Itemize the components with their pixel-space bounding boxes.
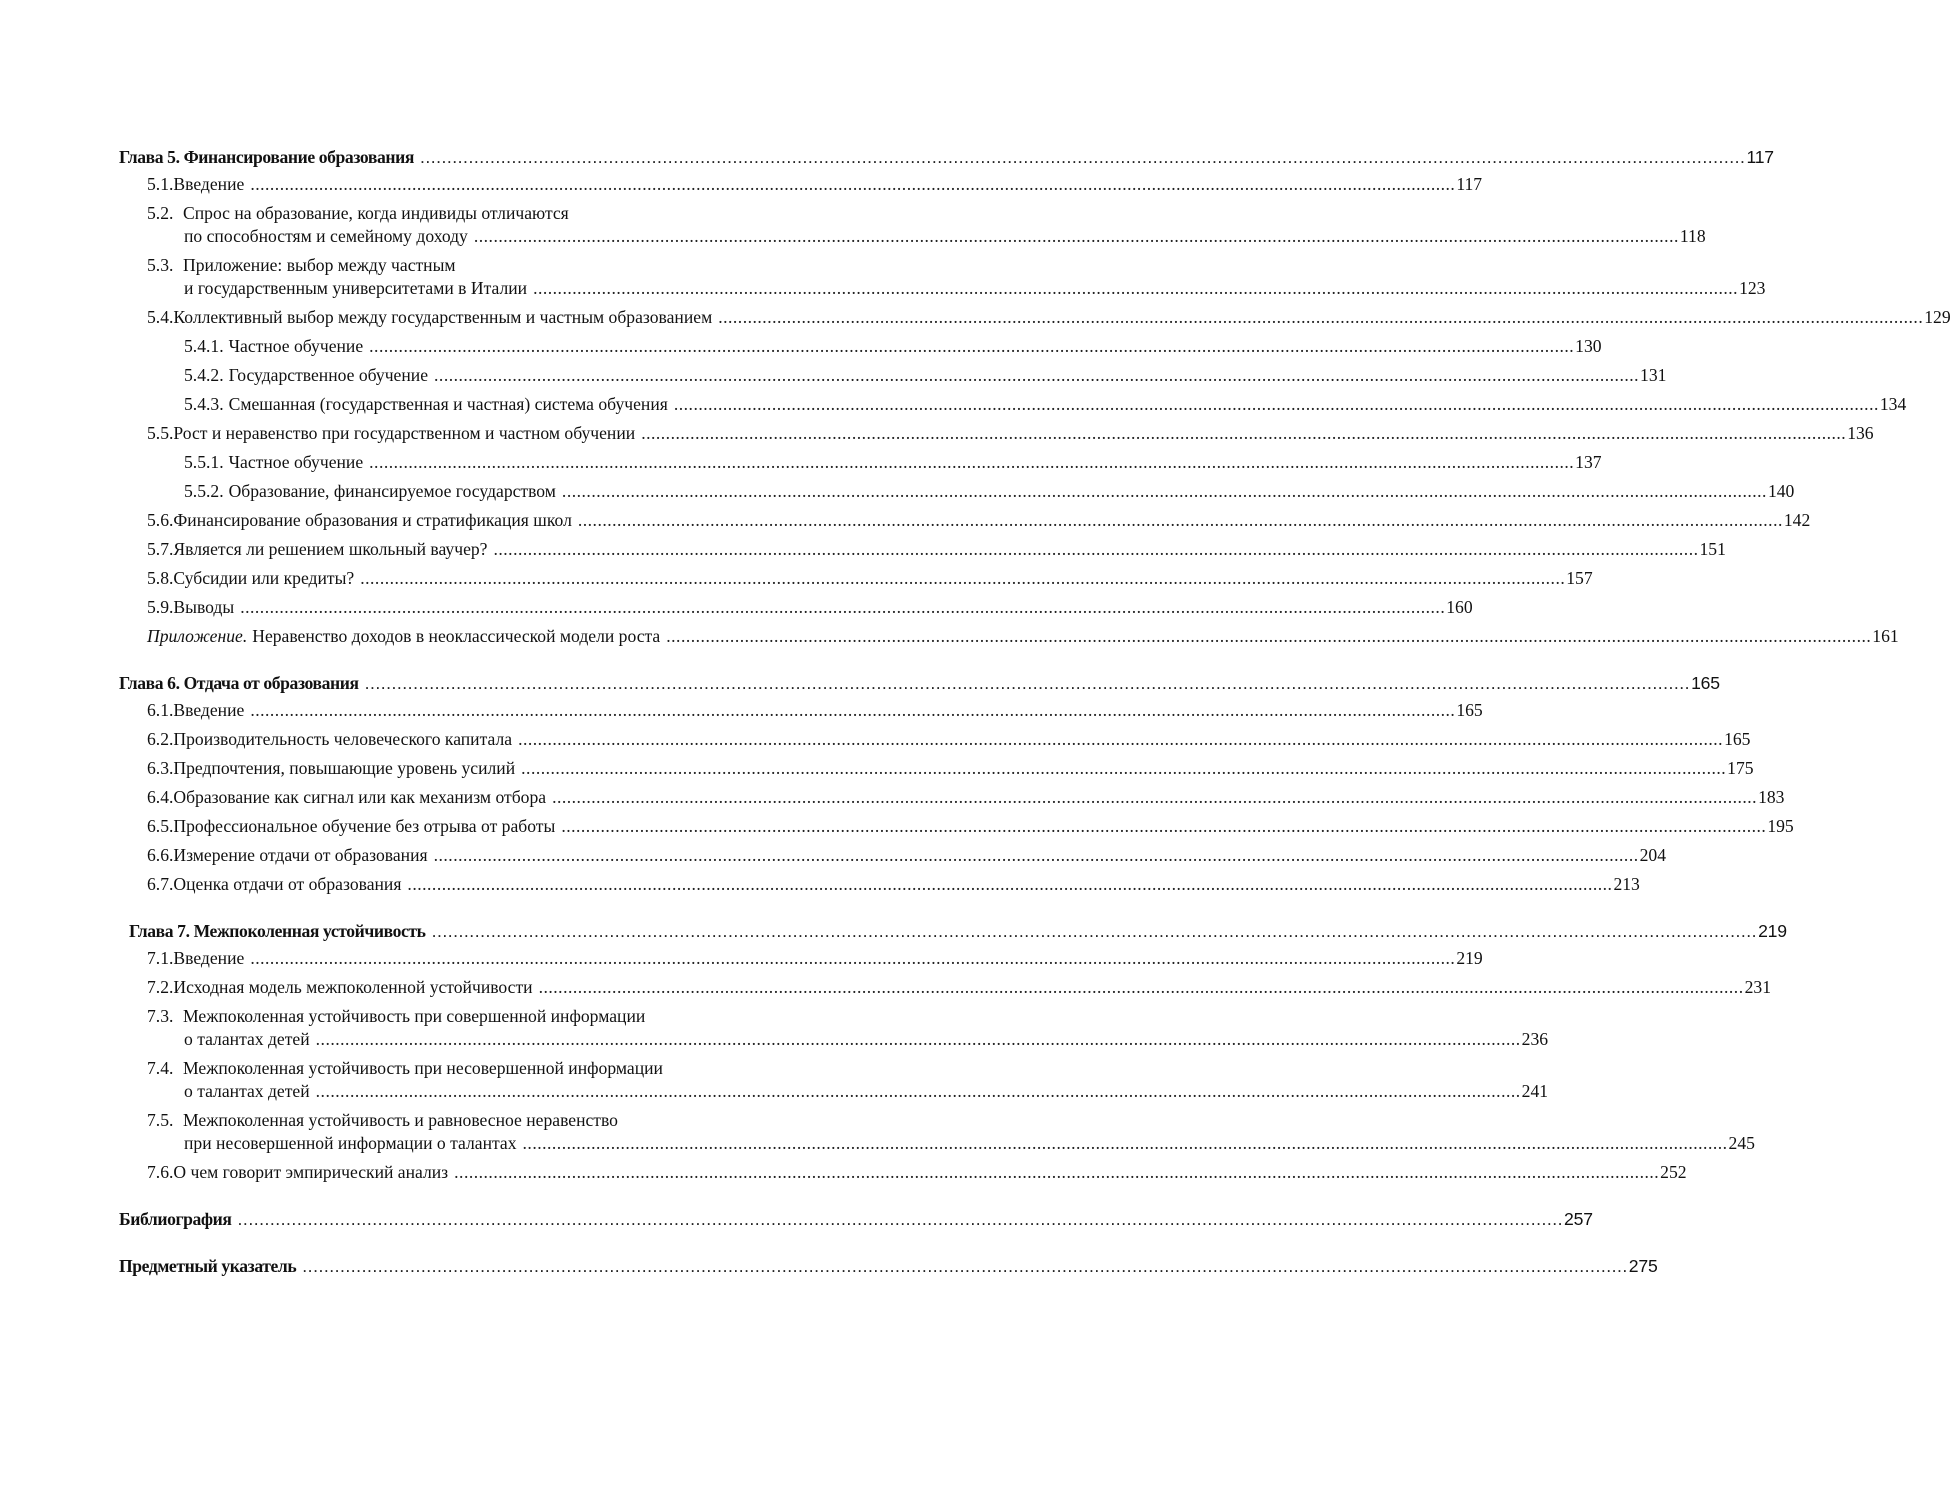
chapter-spacer <box>119 1184 857 1208</box>
page-number: 219 <box>1758 921 1787 941</box>
leader-dots <box>521 757 1726 780</box>
page-number: 123 <box>1739 278 1766 298</box>
chapter-spacer <box>119 648 857 672</box>
entry-title: Коллективный выбор между государственным и частным образованием <box>173 307 713 327</box>
toc-entry <box>119 422 1874 445</box>
page-number: 252 <box>1660 1162 1687 1182</box>
entry-number: 7.4. <box>147 1058 174 1078</box>
page-number: 231 <box>1744 977 1771 997</box>
leader-dots <box>434 364 1639 387</box>
entry-number: 5.3. <box>147 255 174 275</box>
toc-entry <box>119 1161 1687 1184</box>
leader-dots <box>518 728 1723 751</box>
entry-title: Субсидии или кредиты? <box>173 568 355 588</box>
leader-dots <box>238 1208 1563 1231</box>
page-number: 204 <box>1639 845 1666 865</box>
page-number: 136 <box>1847 423 1874 443</box>
entry-number: 6.1. <box>147 700 174 720</box>
table-of-contents <box>119 146 1951 1302</box>
entry-number: 5.5.1. <box>184 452 224 472</box>
toc-entry <box>119 873 1640 896</box>
section-spacer <box>119 1231 857 1255</box>
toc-entry <box>119 947 1483 970</box>
page-number: 275 <box>1628 1256 1658 1276</box>
page-number: 257 <box>1564 1209 1593 1229</box>
entry-title: Частное обучение <box>228 336 364 356</box>
toc-entry <box>119 567 1593 590</box>
entry-title: Введение <box>173 700 245 720</box>
leader-dots <box>493 538 1698 561</box>
entry-number: 6.6. <box>147 845 174 865</box>
page-number: 134 <box>1879 394 1907 414</box>
entry-title: Производительность человеческого капитала <box>173 729 513 749</box>
page-number: 241 <box>1521 1081 1549 1101</box>
toc-entry-first-line <box>119 1057 857 1080</box>
leader-dots <box>407 873 1612 896</box>
entry-number: 5.5.2. <box>184 481 224 501</box>
entry-title-line: Приложение: выбор между частным <box>183 255 456 275</box>
page-number: 117 <box>1746 147 1774 167</box>
leader-dots <box>365 672 1690 695</box>
page-number: 165 <box>1691 673 1720 693</box>
leader-dots <box>523 1132 1728 1155</box>
chapter-heading <box>119 146 1774 169</box>
entry-number: Приложение. <box>147 626 248 646</box>
leader-dots <box>539 976 1744 999</box>
page-number: 219 <box>1456 948 1483 968</box>
toc-entry <box>119 976 1771 999</box>
leader-dots <box>674 393 1879 416</box>
entry-title: Финансирование образования и стратификация школ <box>173 510 572 530</box>
section-spacer <box>119 1278 857 1302</box>
entry-title-line: о талантах детей <box>184 1081 310 1101</box>
chapter-title: Глава 5. Финансирование образования <box>119 147 414 167</box>
page-number: 175 <box>1727 758 1754 778</box>
page-number: 137 <box>1575 452 1602 472</box>
page-number: 161 <box>1872 626 1899 646</box>
entry-title: Исходная модель межпоколенной устойчивости <box>173 977 533 997</box>
entry-title-line: Межпоколенная устойчивость и равновесное неравенство <box>183 1110 618 1130</box>
toc-entry <box>119 699 1483 722</box>
end-section-title: Библиография <box>119 1209 232 1229</box>
entry-title: Введение <box>173 948 245 968</box>
toc-entry <box>119 277 1766 300</box>
page-number: 151 <box>1699 539 1726 559</box>
chapter-spacer <box>119 896 857 920</box>
leader-dots <box>316 1080 1521 1103</box>
chapter-heading <box>119 920 1787 943</box>
toc-entry-first-line <box>119 1005 857 1028</box>
toc-entry <box>119 173 1483 196</box>
toc-subentry <box>119 393 1907 416</box>
chapter-heading <box>119 672 1720 695</box>
leader-dots <box>641 422 1846 445</box>
entry-number: 5.7. <box>147 539 174 559</box>
entry-number: 5.4. <box>147 307 174 327</box>
entry-number: 5.4.3. <box>184 394 224 414</box>
toc-entry <box>119 844 1666 867</box>
entry-title: Образование, финансируемое государством <box>228 481 556 501</box>
leader-dots <box>360 567 1565 590</box>
toc-entry <box>119 757 1754 780</box>
page-number: 131 <box>1640 365 1667 385</box>
leader-dots <box>420 146 1745 169</box>
end-section <box>119 1255 1658 1278</box>
entry-number: 7.1. <box>147 948 174 968</box>
page-number: 165 <box>1724 729 1751 749</box>
leader-dots <box>250 173 1455 196</box>
toc-entry <box>119 728 1751 751</box>
entry-number: 5.1. <box>147 174 174 194</box>
entry-number: 6.4. <box>147 787 174 807</box>
toc-entry-first-line <box>119 202 857 225</box>
leader-dots <box>562 480 1767 503</box>
toc-entry <box>119 625 1899 648</box>
entry-title: Введение <box>173 174 245 194</box>
entry-title: Государственное обучение <box>228 365 429 385</box>
leader-dots <box>250 947 1455 970</box>
entry-number: 7.2. <box>147 977 174 997</box>
entry-title: Образование как сигнал или как механизм отбора <box>173 787 547 807</box>
entry-title-line: Спрос на образование, когда индивиды отличаются <box>183 203 569 223</box>
entry-number: 7.3. <box>147 1006 174 1026</box>
leader-dots <box>369 335 1574 358</box>
toc-entry <box>119 538 1726 561</box>
chapter-title: Глава 7. Межпоколенная устойчивость <box>129 921 426 941</box>
entry-title: Предпочтения, повышающие уровень усилий <box>173 758 516 778</box>
page-number: 236 <box>1521 1029 1549 1049</box>
entry-title: Рост и неравенство при государственном и частном обучении <box>173 423 636 443</box>
entry-number: 6.2. <box>147 729 174 749</box>
leader-dots <box>302 1255 1627 1278</box>
end-section <box>119 1208 1593 1231</box>
end-section-title: Предметный указатель <box>119 1256 297 1276</box>
toc-entry <box>119 1028 1549 1051</box>
toc-subentry <box>119 364 1667 387</box>
toc-entry <box>119 1132 1755 1155</box>
entry-number: 5.2. <box>147 203 174 223</box>
leader-dots <box>316 1028 1521 1051</box>
entry-number: 5.4.2. <box>184 365 224 385</box>
page-number: 117 <box>1456 174 1483 194</box>
leader-dots <box>250 699 1455 722</box>
entry-title-line: о талантах детей <box>184 1029 310 1049</box>
toc-subentry <box>119 335 1602 358</box>
entry-number: 5.9. <box>147 597 174 617</box>
entry-number: 6.3. <box>147 758 174 778</box>
entry-title-line: Межпоколенная устойчивость при совершенной информации <box>183 1006 646 1026</box>
leader-dots <box>578 509 1783 532</box>
leader-dots <box>454 1161 1659 1184</box>
toc-entry <box>119 786 1785 809</box>
entry-title: Измерение отдачи от образования <box>173 845 428 865</box>
page-number: 195 <box>1767 816 1794 836</box>
page-number: 118 <box>1679 226 1706 246</box>
entry-title: Неравенство доходов в неоклассической модели роста <box>252 626 661 646</box>
chapter-title: Глава 6. Отдача от образования <box>119 673 359 693</box>
entry-title-line: по способностям и семейному доходу <box>184 226 468 246</box>
toc-entry <box>119 596 1473 619</box>
leader-dots <box>718 306 1923 329</box>
toc-subentry <box>119 480 1795 503</box>
entry-number: 7.6. <box>147 1162 174 1182</box>
page-number: 160 <box>1446 597 1473 617</box>
page-number: 142 <box>1783 510 1811 530</box>
toc-entry <box>119 815 1794 838</box>
page-number: 165 <box>1456 700 1483 720</box>
toc-entry <box>119 306 1951 329</box>
entry-title: Оценка отдачи от образования <box>173 874 402 894</box>
leader-dots <box>552 786 1757 809</box>
entry-title-line: и государственным университетами в Италии <box>184 278 528 298</box>
page-number: 213 <box>1613 874 1640 894</box>
entry-title: Выводы <box>173 597 235 617</box>
entry-number: 5.6. <box>147 510 174 530</box>
leader-dots <box>432 920 1757 943</box>
leader-dots <box>369 451 1574 474</box>
entry-title: Частное обучение <box>228 452 364 472</box>
entry-title: Смешанная (государственная и частная) система обучения <box>228 394 668 414</box>
page-number: 157 <box>1566 568 1593 588</box>
entry-number: 6.7. <box>147 874 174 894</box>
leader-dots <box>666 625 1871 648</box>
leader-dots <box>561 815 1766 838</box>
page-number: 245 <box>1728 1133 1755 1153</box>
entry-title-line: при несовершенной информации о талантах <box>184 1133 517 1153</box>
toc-entry <box>119 509 1811 532</box>
entry-title: Является ли решением школьный ваучер? <box>173 539 488 559</box>
entry-title: О чем говорит эмпирический анализ <box>173 1162 449 1182</box>
entry-title: Профессиональное обучение без отрыва от работы <box>173 816 556 836</box>
toc-entry <box>119 1080 1549 1103</box>
toc-subentry <box>119 451 1602 474</box>
leader-dots <box>533 277 1738 300</box>
toc-entry-first-line <box>119 1109 857 1132</box>
leader-dots <box>434 844 1639 867</box>
toc-entry <box>119 225 1706 248</box>
entry-number: 5.5. <box>147 423 174 443</box>
entry-number: 5.8. <box>147 568 174 588</box>
page-number: 129 <box>1924 307 1951 327</box>
leader-dots <box>240 596 1445 619</box>
entry-number: 5.4.1. <box>184 336 224 356</box>
page-number: 183 <box>1758 787 1785 807</box>
entry-number: 6.5. <box>147 816 174 836</box>
page-number: 130 <box>1575 336 1602 356</box>
leader-dots <box>474 225 1679 248</box>
entry-title-line: Межпоколенная устойчивость при несовершенной информации <box>183 1058 663 1078</box>
page-number: 140 <box>1767 481 1795 501</box>
toc-entry-first-line <box>119 254 857 277</box>
entry-number: 7.5. <box>147 1110 174 1130</box>
